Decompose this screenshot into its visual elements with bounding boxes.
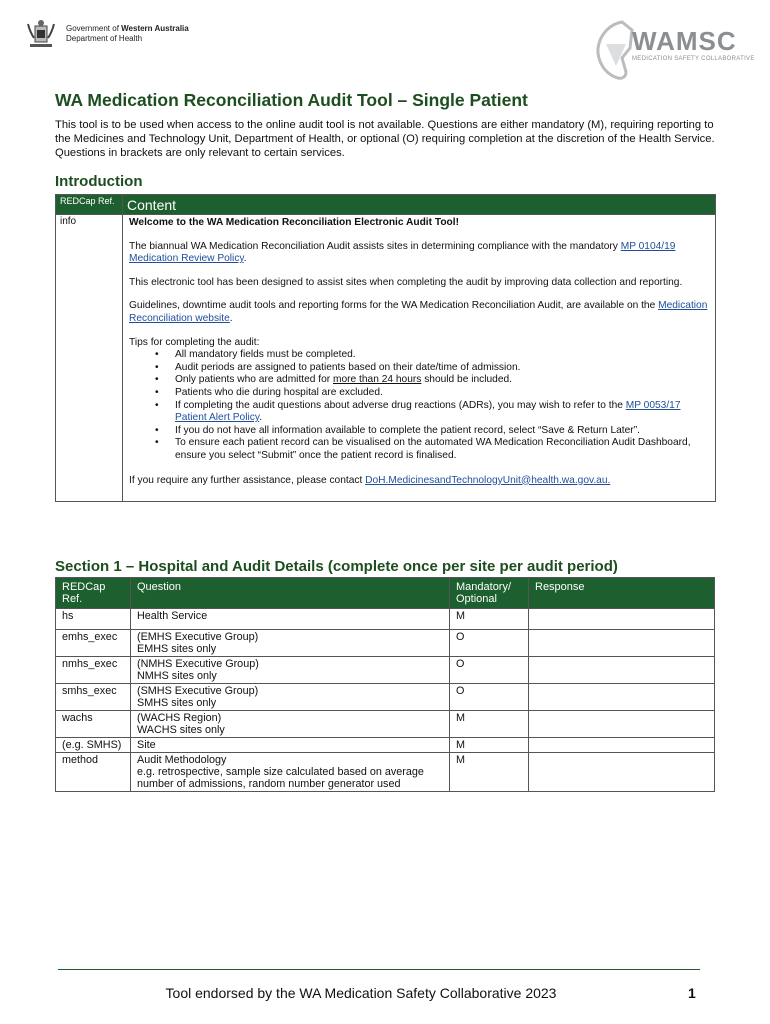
question-line: Health Service (137, 610, 208, 622)
col-header-mandatory-optional: Mandatory/ Optional (450, 578, 529, 609)
question-cell (131, 609, 450, 630)
p3-post: . (229, 312, 233, 324)
mandatory-cell: M (450, 738, 529, 753)
page-number: 1 (688, 985, 696, 1001)
question-line: (EMHS Executive Group) (137, 631, 259, 643)
gov-line1-bold: Western Australia (121, 24, 189, 33)
question-note: e.g. retrospective, sample size calculated based on average number of admissions, random number generator used (137, 766, 424, 790)
footer-divider (58, 969, 700, 970)
page-title: WA Medication Reconciliation Audit Tool – Single Patient (55, 90, 528, 110)
col-header-redcap-ref: REDCap Ref. (56, 578, 131, 609)
introduction-header-row (56, 195, 716, 215)
footer-text: Tool endorsed by the WA Medication Safety Collaborative 2023 (165, 985, 557, 1001)
ref-cell: method (56, 753, 131, 792)
tip-item: • Audit periods are assigned to patients based on their date/time of admission. (175, 362, 709, 375)
response-field[interactable] (529, 684, 715, 711)
tip-item: • If you do not have all information available to complete the patient record, select “Save & Return Later”. (175, 425, 709, 438)
question-line: (WACHS Region) (137, 712, 222, 724)
paragraph-guidelines (129, 300, 709, 325)
wamsc-name: WAMSC (632, 26, 737, 56)
tip-item: • All mandatory fields must be completed. (175, 349, 709, 362)
col-header-redcap: REDCap Ref. (56, 195, 123, 215)
question-cell (131, 738, 450, 753)
question-cell (131, 753, 450, 792)
table-row (56, 657, 715, 684)
patient-alert-policy-link[interactable]: MP 0053/17 Patient Alert Policy (175, 399, 681, 424)
contact-email-link[interactable]: DoH.MedicinesandTechnologyUnit@health.wa.gov.au. (365, 474, 611, 486)
ref-cell: emhs_exec (56, 630, 131, 657)
table-row (56, 711, 715, 738)
introduction-heading: Introduction (55, 173, 143, 190)
tip-item (175, 400, 709, 425)
mandatory-cell: M (450, 753, 529, 792)
wamsc-logo (592, 18, 762, 88)
introduction-content-row (56, 215, 716, 502)
question-note: WACHS sites only (137, 724, 225, 736)
wamsc-subtitle: MEDICATION SAFETY COLLABORATIVE (632, 56, 755, 62)
tip3-underlined: more than 24 hours (333, 374, 422, 386)
question-line: Site (137, 739, 156, 751)
ref-cell: nmhs_exec (56, 657, 131, 684)
p1-post: . (243, 253, 247, 265)
ref-cell: hs (56, 609, 131, 630)
table-row (56, 630, 715, 657)
p3-pre: Guidelines, downtime audit tools and reporting forms for the WA Medication Reconciliation Audit, are available on the (129, 300, 659, 312)
response-field[interactable] (529, 711, 715, 738)
medication-review-policy-link[interactable]: MP 0104/19 Medication Review Policy (129, 240, 676, 265)
col-header-question: Question (131, 578, 450, 609)
tip5-post: . (259, 412, 263, 424)
wa-coat-of-arms-icon (22, 18, 60, 52)
table-row (56, 609, 715, 630)
question-line: (NMHS Executive Group) (137, 658, 259, 670)
table-row (56, 738, 715, 753)
tip-item (175, 374, 709, 387)
question-line: (SMHS Executive Group) (137, 685, 259, 697)
ref-cell: smhs_exec (56, 684, 131, 711)
row-ref: info (56, 215, 123, 502)
table-row (56, 684, 715, 711)
response-field[interactable] (529, 738, 715, 753)
mandatory-cell: O (450, 657, 529, 684)
col-header-response: Response (529, 578, 715, 609)
intro-paragraph: This tool is to be used when access to the online audit tool is not available. Questions are either mandatory (M), requiring reporting to the Medicines and Technology Unit, Department of Health, or optional (O) requiring completion at the discretion of the Health Service. Questions in brackets are only relevant to certain services. (55, 119, 715, 159)
mandatory-cell: O (450, 630, 529, 657)
contact-pre: If you require any further assistance, please contact (129, 474, 366, 486)
question-cell (131, 711, 450, 738)
gov-line1-prefix: Government of (66, 24, 122, 33)
p1-pre: The biannual WA Medication Reconciliation Audit assists sites in determining compliance with the mandatory (129, 240, 621, 252)
question-note: NMHS sites only (137, 670, 217, 682)
tip3-post: should be included. (421, 374, 512, 386)
tip3-pre: Only patients who are admitted for (175, 374, 333, 386)
ref-cell: wachs (56, 711, 131, 738)
gov-line2: Department of Health (66, 34, 143, 43)
section1-header-row (56, 578, 715, 609)
welcome-text: Welcome to the WA Medication Reconciliation Electronic Audit Tool! (129, 217, 459, 228)
tips-list (129, 349, 709, 462)
table-row (56, 753, 715, 792)
government-of-wa-logo (22, 18, 189, 52)
mandatory-cell: O (450, 684, 529, 711)
response-field[interactable] (529, 630, 715, 657)
question-line: Audit Methodology (137, 754, 227, 766)
medication-reconciliation-website-link[interactable]: Medication Reconciliation website (129, 300, 708, 324)
tip-item: • To ensure each patient record can be visualised on the automated WA Medication Reconciliation Audit Dashboard, ensure you select “Submit” once the patient record is finalised. (175, 437, 709, 462)
response-field[interactable] (529, 609, 715, 630)
paragraph-policy (129, 241, 709, 266)
section1-table (55, 577, 715, 792)
gov-text (66, 24, 189, 44)
question-cell (131, 684, 450, 711)
tips-heading: Tips for completing the audit: (129, 336, 260, 348)
question-cell (131, 657, 450, 684)
contact-paragraph (129, 475, 709, 488)
section1-heading: Section 1 – Hospital and Audit Details (complete once per site per audit period) (55, 558, 618, 575)
paragraph-electronic-tool: This electronic tool has been designed to assist sites when completing the audit by improving data collection and reporting. (129, 276, 683, 288)
col-header-content: Content (123, 195, 716, 215)
response-field[interactable] (529, 657, 715, 684)
mandatory-cell: M (450, 609, 529, 630)
response-field[interactable] (529, 753, 715, 792)
question-cell (131, 630, 450, 657)
introduction-table (55, 194, 716, 502)
tip-item: • Patients who die during hospital are excluded. (175, 387, 709, 400)
question-note: SMHS sites only (137, 697, 217, 709)
question-note: EMHS sites only (137, 643, 217, 655)
mandatory-cell: M (450, 711, 529, 738)
tip5-pre: If completing the audit questions about adverse drug reactions (ADRs), you may wish to refer to the (175, 399, 626, 411)
content-cell (123, 215, 716, 502)
ref-cell: (e.g. SMHS) (56, 738, 131, 753)
